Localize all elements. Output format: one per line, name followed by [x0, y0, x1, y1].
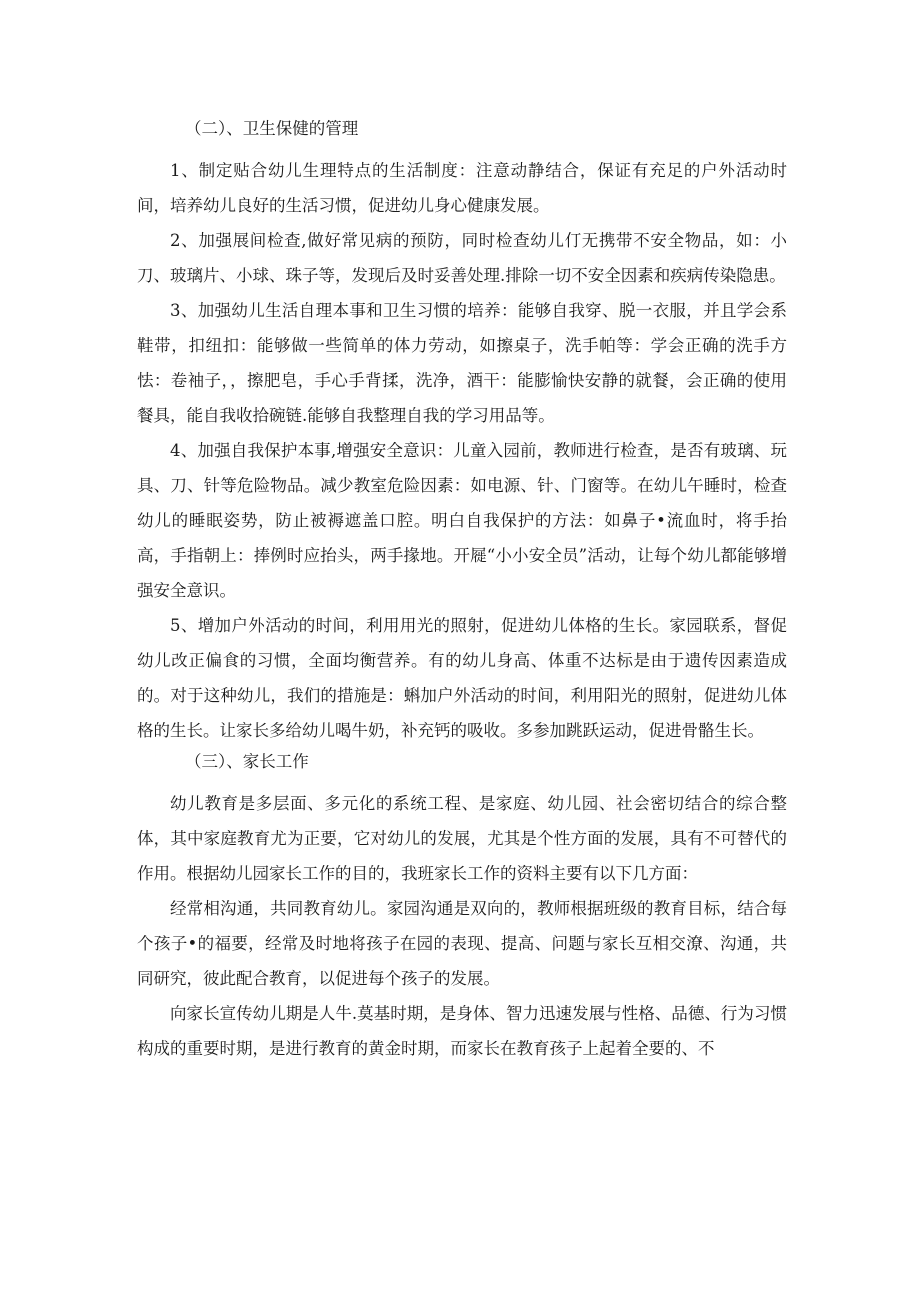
paragraph-parents-2: 经常相沟通，共同教育幼儿。家园沟通是双向的，教师根据班级的教育目标，结合每个孩子•的福要，经常及时地将孩子在园的表现、提高、问题与家长互相交潦、沟通，共同研究，彼此配合教育，以促进每个孩子的发展。 — [137, 899, 787, 988]
paragraph-health-3: 3、加强幼儿生活自理本事和卫生习惯的培养：能够自我穿、脱一衣服，并且学会系鞋带，扣纽扣：能够做一些简单的体力劳动，如擦桌子，洗手帕等：学会正确的洗手方怯：卷袖子，，擦肥皂，手心手背揉，洗净，酒干：能膨愉快安静的就餐，会正确的使用餐具，能自我收拾碗链.能够自我整理自我的学习用品等。 — [137, 301, 787, 425]
paragraph-parents-3: 向家长宣传幼儿期是人牛.莫基时期，是身体、智力迅速发展与性格、品德、行为习惯构成的重要时期，是进行教育的黄金时期，而家长在教育孩子上起着全要的、不 — [137, 1004, 787, 1058]
paragraph-health-5: 5、增加户外活动的时间，利用用光的照射，促进幼儿体格的生长。家园联系，督促幼儿改正偏食的习惯，全面均衡营养。有的幼儿身高、体重不达标是由于遗传因素造成的。对于这种幼儿，我们的措施是：蝌加户外活动的时间，利用阳光的照射，促进幼儿体格的生长。让家长多给幼儿喝牛奶，补充钙的吸收。多参加跳跃运动，促进骨骼生长。 — [137, 616, 787, 740]
paragraph-parents-1: 幼儿教育是多层面、多元化的系统工程、是家庭、幼儿园、社会密切结合的综合整体，其中家庭教育尤为正要，它对幼儿的发展，尤其是个性方面的发展，具有不可替代的作用。根据幼儿园家长工作的目的，我班家长工作的资料主要有以下几方面： — [137, 794, 787, 883]
document-body — [137, 115, 787, 1066]
paragraph-health-2: 2、加强展间检查,做好常见病的预防，同时检查幼儿仃无携带不安全物品，如：小刀、玻璃片、小球、珠子等，发现后及时妥善处理.排除一切不安全因素和疾病传染隐患。 — [137, 231, 787, 285]
paragraph-health-1: 1、制定贴合幼儿生理特点的生活制度：注意动静结合，保证有充足的户外活动时间，培养幼儿良好的生活习惯，促进幼儿身心健康发展。 — [137, 161, 787, 215]
paragraph-health-4: 4、加强自我保护本事,增强安全意识：儿童入园前，教师进行检查，是否有玻璃、玩具、刀、针等危险物品。减少教室危险因素：如电源、针、门窗等。在幼儿午睡时，检查幼儿的睡眠姿势，防止被褥遮盖口腔。明白自我保护的方法：如鼻子•流血时，将手抬高，手指朝上：捧例时应抬头，两手掾地。开屣“小小安全员”活动，让每个幼儿都能够增强安全意识。 — [137, 441, 787, 600]
section-heading-parents: （三）、家长工作 — [185, 752, 309, 771]
section-heading-health: （二）、卫生保健的管理 — [185, 119, 359, 138]
